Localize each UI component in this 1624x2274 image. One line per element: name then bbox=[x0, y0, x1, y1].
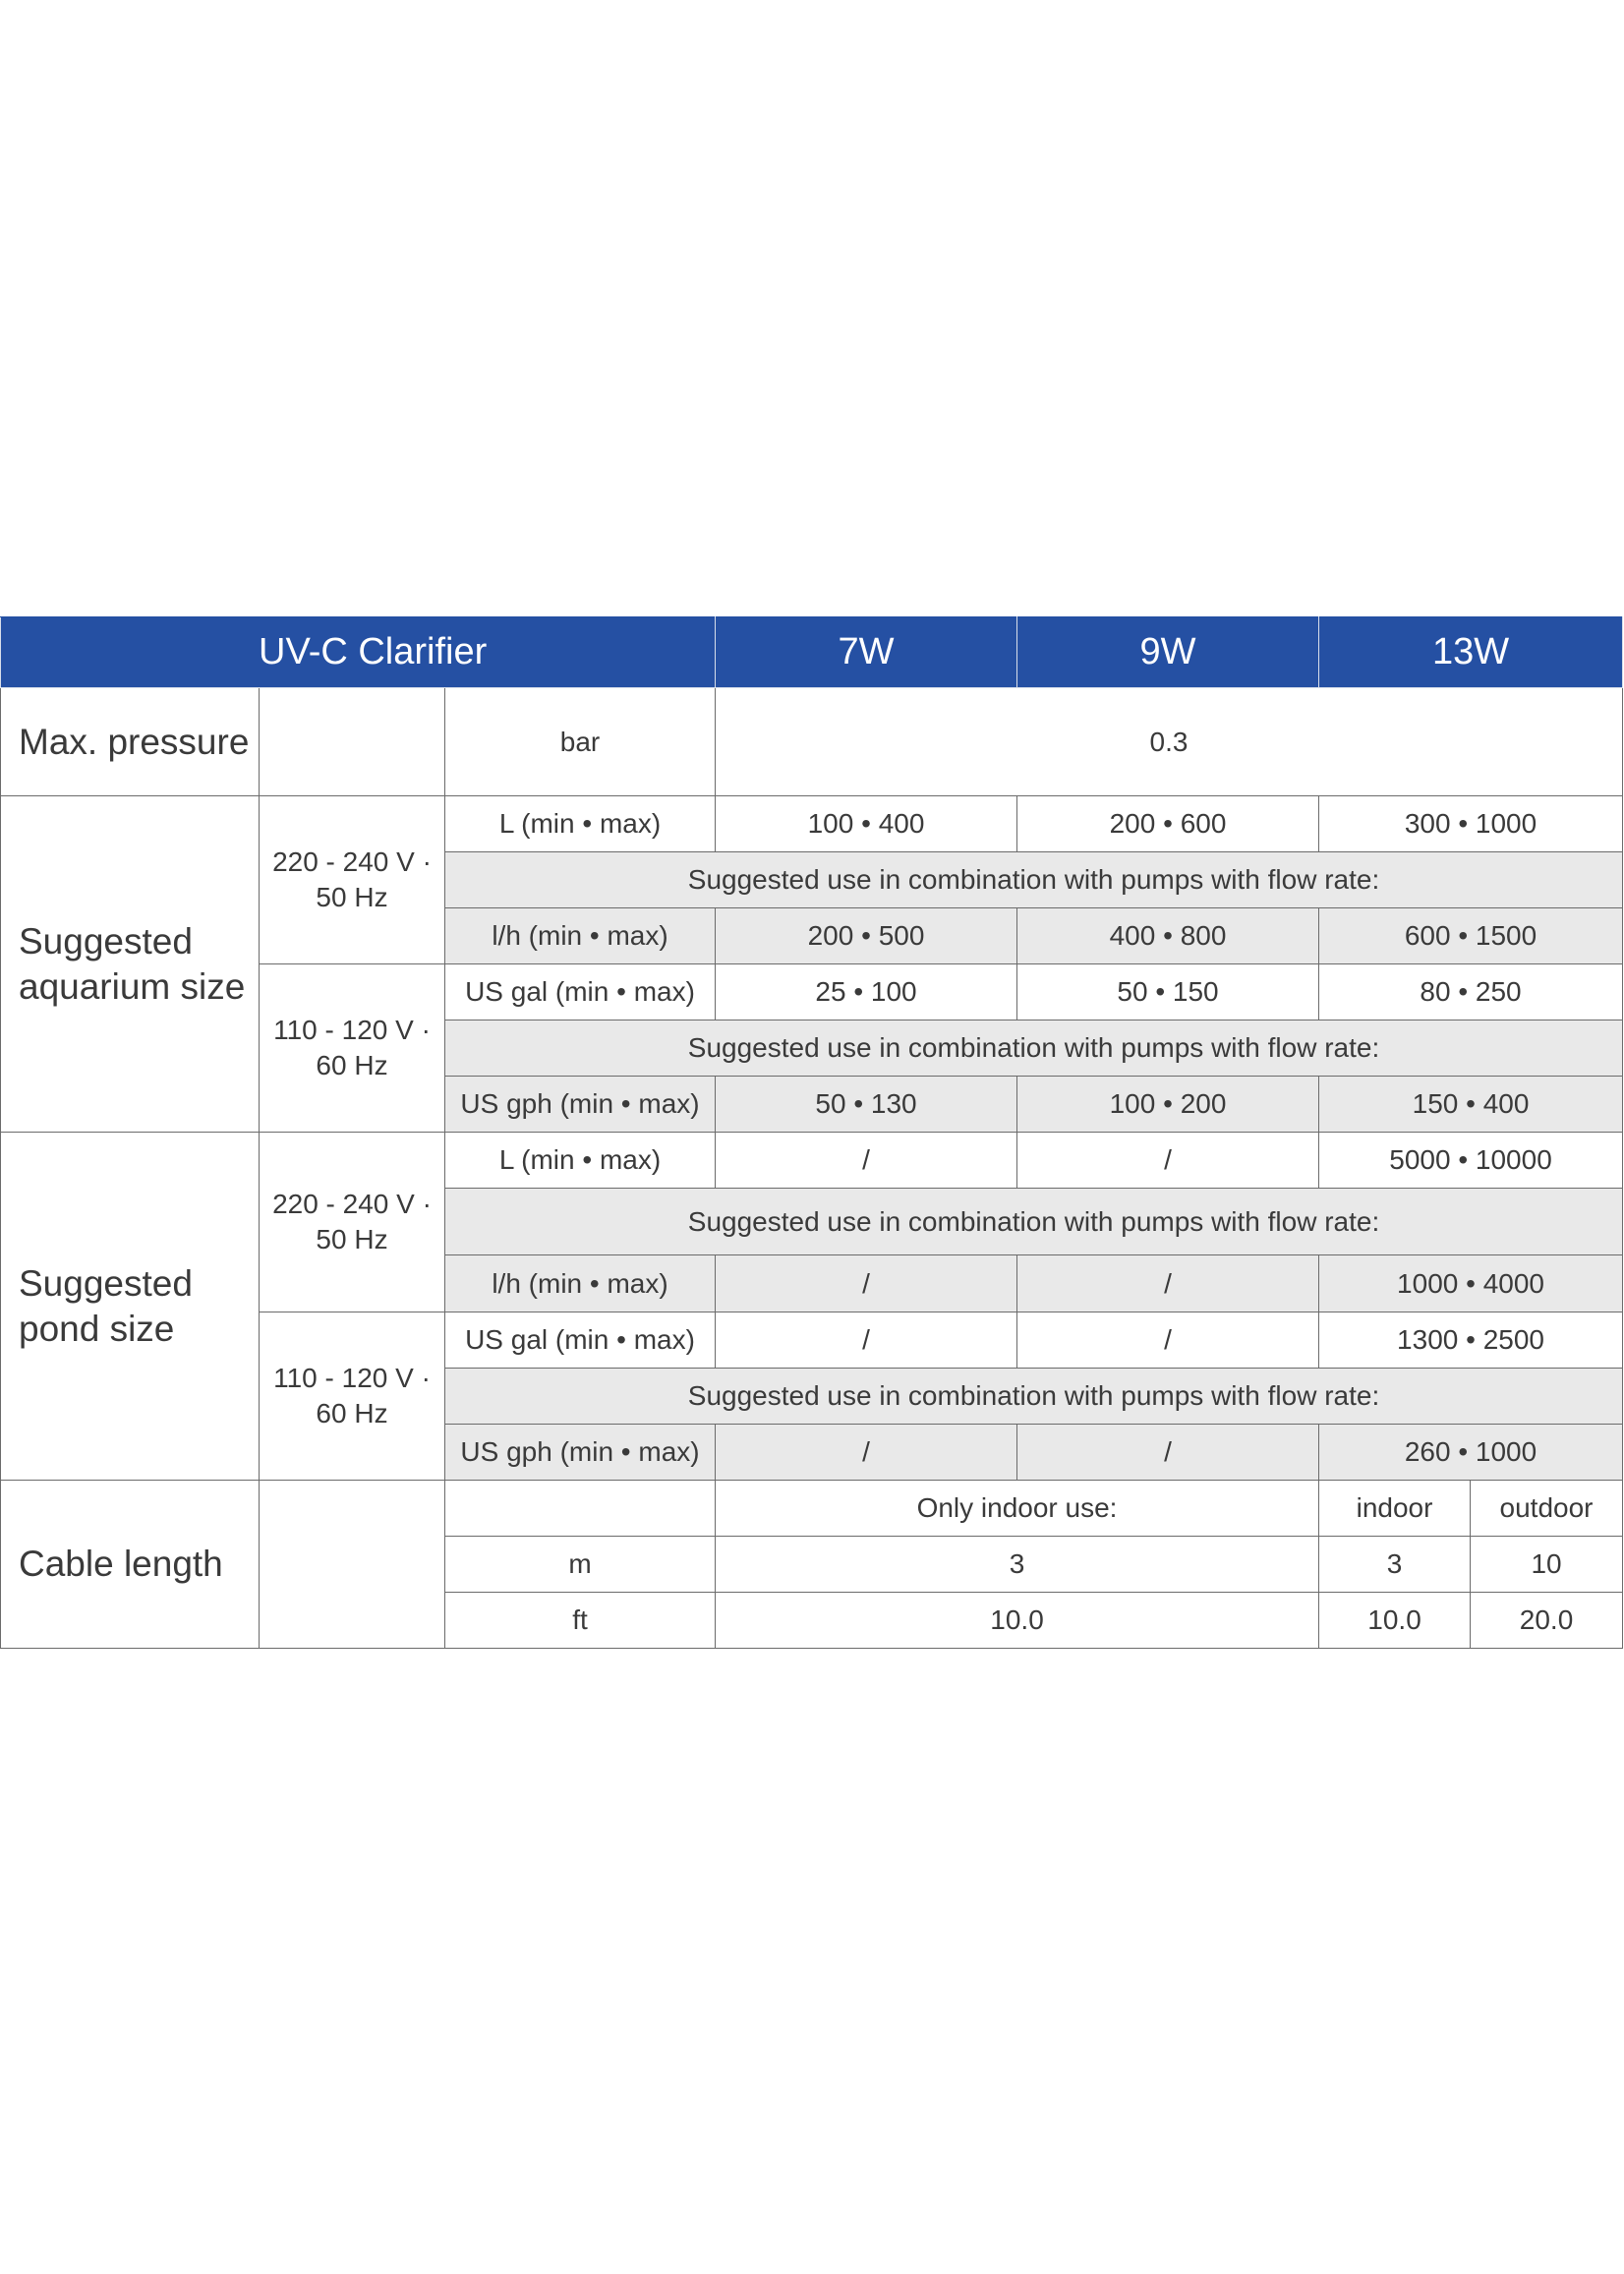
aquarium-220-size-13w: 300 • 1000 bbox=[1319, 796, 1623, 852]
cable-m-13w-indoor: 3 bbox=[1319, 1537, 1471, 1593]
pond-220-flow-unit: l/h (min • max) bbox=[445, 1255, 716, 1312]
aquarium-220-flow-7w: 200 • 500 bbox=[716, 908, 1017, 964]
aquarium-220-size-row bbox=[1, 796, 1623, 852]
cable-m-unit: m bbox=[445, 1537, 716, 1593]
model-header-7w: 7W bbox=[716, 617, 1017, 688]
aquarium-110-voltage: 110 - 120 V · 60 Hz bbox=[260, 964, 445, 1133]
pond-220-size-13w: 5000 • 10000 bbox=[1319, 1133, 1623, 1189]
pond-220-size-unit: L (min • max) bbox=[445, 1133, 716, 1189]
aquarium-220-size-9w: 200 • 600 bbox=[1017, 796, 1319, 852]
pond-220-voltage: 220 - 240 V · 50 Hz bbox=[260, 1133, 445, 1312]
aquarium-110-size-unit: US gal (min • max) bbox=[445, 964, 716, 1020]
aquarium-110-size-13w: 80 • 250 bbox=[1319, 964, 1623, 1020]
aquarium-220-flow-note: Suggested use in combination with pumps with flow rate: bbox=[445, 852, 1623, 908]
pond-size-label: Suggested pond size bbox=[1, 1133, 260, 1481]
pond-220-size-7w: / bbox=[716, 1133, 1017, 1189]
cable-outdoor: outdoor bbox=[1471, 1481, 1623, 1537]
empty-cell bbox=[260, 1481, 445, 1649]
pond-110-size-13w: 1300 • 2500 bbox=[1319, 1312, 1623, 1369]
cable-ft-13w-indoor: 10.0 bbox=[1319, 1593, 1471, 1649]
cable-indoor-only: Only indoor use: bbox=[716, 1481, 1319, 1537]
cable-use-row bbox=[1, 1481, 1623, 1537]
pond-220-flow-note: Suggested use in combination with pumps with flow rate: bbox=[445, 1189, 1623, 1255]
aquarium-220-size-unit: L (min • max) bbox=[445, 796, 716, 852]
cable-m-13w-outdoor: 10 bbox=[1471, 1537, 1623, 1593]
aquarium-size-label: Suggested aquarium size bbox=[1, 796, 260, 1133]
pond-220-flow-9w: / bbox=[1017, 1255, 1319, 1312]
empty-cell bbox=[260, 688, 445, 796]
pond-110-flow-7w: / bbox=[716, 1425, 1017, 1481]
pond-110-flow-9w: / bbox=[1017, 1425, 1319, 1481]
cable-length-label: Cable length bbox=[1, 1481, 260, 1649]
pond-220-size-9w: / bbox=[1017, 1133, 1319, 1189]
pond-110-size-9w: / bbox=[1017, 1312, 1319, 1369]
aquarium-110-flow-note: Suggested use in combination with pumps with flow rate: bbox=[445, 1020, 1623, 1077]
aquarium-110-size-9w: 50 • 150 bbox=[1017, 964, 1319, 1020]
aquarium-220-voltage: 220 - 240 V · 50 Hz bbox=[260, 796, 445, 964]
pond-110-voltage: 110 - 120 V · 60 Hz bbox=[260, 1312, 445, 1481]
spec-table bbox=[0, 616, 1623, 1649]
max-pressure-label: Max. pressure bbox=[1, 688, 260, 796]
cable-m-7w-9w: 3 bbox=[716, 1537, 1319, 1593]
cable-ft-13w-outdoor: 20.0 bbox=[1471, 1593, 1623, 1649]
cable-ft-7w-9w: 10.0 bbox=[716, 1593, 1319, 1649]
model-header-13w: 13W bbox=[1319, 617, 1623, 688]
pond-110-flow-unit: US gph (min • max) bbox=[445, 1425, 716, 1481]
pond-220-flow-13w: 1000 • 4000 bbox=[1319, 1255, 1623, 1312]
aquarium-220-flow-9w: 400 • 800 bbox=[1017, 908, 1319, 964]
aquarium-110-size-7w: 25 • 100 bbox=[716, 964, 1017, 1020]
pond-110-size-7w: / bbox=[716, 1312, 1017, 1369]
pond-110-flow-note: Suggested use in combination with pumps with flow rate: bbox=[445, 1369, 1623, 1425]
aquarium-110-flow-unit: US gph (min • max) bbox=[445, 1077, 716, 1133]
empty-cell bbox=[445, 1481, 716, 1537]
max-pressure-row bbox=[1, 688, 1623, 796]
pressure-unit: bar bbox=[445, 688, 716, 796]
table-title: UV-C Clarifier bbox=[1, 617, 716, 688]
pond-110-flow-13w: 260 • 1000 bbox=[1319, 1425, 1623, 1481]
model-header-9w: 9W bbox=[1017, 617, 1319, 688]
pond-110-size-unit: US gal (min • max) bbox=[445, 1312, 716, 1369]
header-row bbox=[1, 617, 1623, 688]
pond-220-size-row bbox=[1, 1133, 1623, 1189]
aquarium-110-flow-7w: 50 • 130 bbox=[716, 1077, 1017, 1133]
pond-220-flow-7w: / bbox=[716, 1255, 1017, 1312]
cable-indoor: indoor bbox=[1319, 1481, 1471, 1537]
aquarium-220-flow-unit: l/h (min • max) bbox=[445, 908, 716, 964]
aquarium-220-flow-13w: 600 • 1500 bbox=[1319, 908, 1623, 964]
aquarium-110-flow-13w: 150 • 400 bbox=[1319, 1077, 1623, 1133]
aquarium-220-size-7w: 100 • 400 bbox=[716, 796, 1017, 852]
aquarium-110-flow-9w: 100 • 200 bbox=[1017, 1077, 1319, 1133]
cable-ft-unit: ft bbox=[445, 1593, 716, 1649]
pressure-value: 0.3 bbox=[716, 688, 1623, 796]
